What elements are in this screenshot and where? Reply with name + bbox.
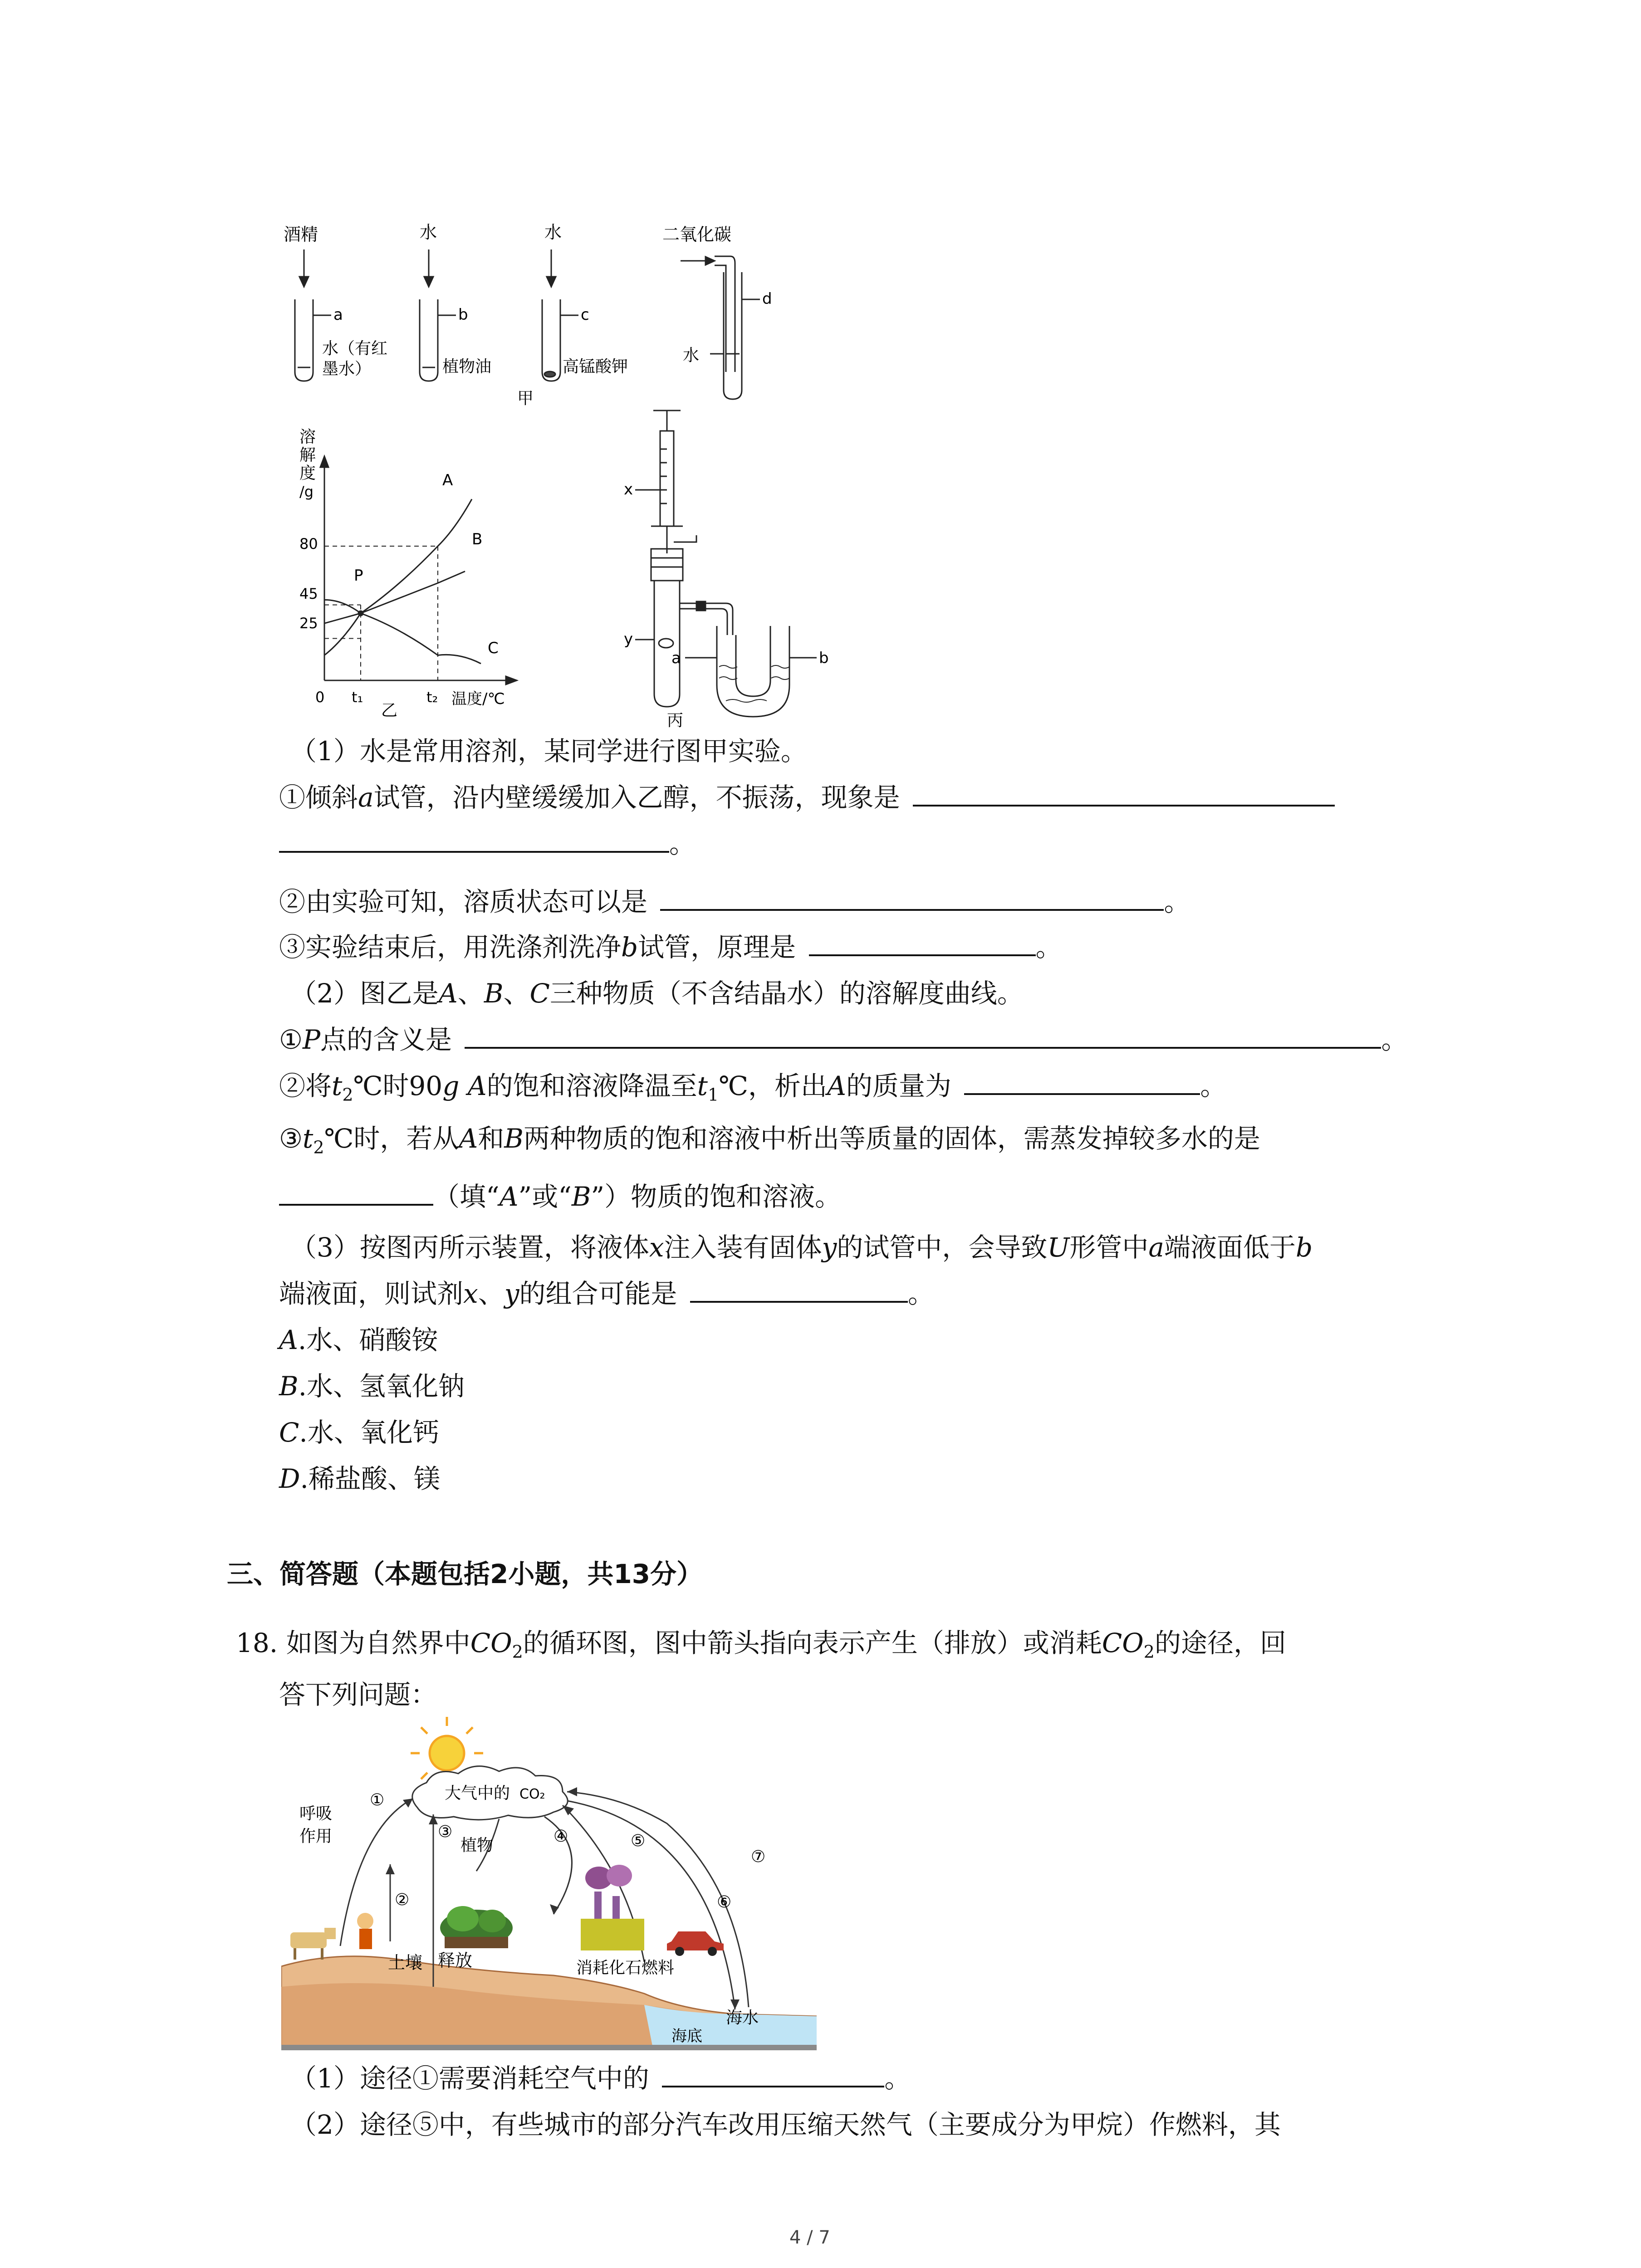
breath-label: 呼吸 [299, 1804, 333, 1823]
breath-label: 作用 [299, 1827, 333, 1846]
option-a[interactable]: A.水、硝酸铵 [279, 1325, 438, 1355]
xtick-label: 0 [315, 689, 325, 706]
answer-blank[interactable] [913, 779, 1335, 807]
ytick-label: 45 [299, 585, 318, 602]
option-b[interactable]: B.水、氢氧化钠 [279, 1371, 465, 1402]
tube-bottom-label: 墨水） [322, 360, 372, 378]
answer-blank[interactable] [690, 1276, 908, 1303]
q17-part1-3: ③实验结束后，用洗涤剂洗净b试管，原理是 。 [279, 929, 1062, 965]
fossil-label: 消耗化石燃料 [576, 1959, 675, 1977]
q17-part2-2: ②将$t_2℃$时90g A的饱和溶液降温至$t_1℃$，析出A的质量为 。 [279, 1068, 1226, 1113]
q17-part1-1: ①倾斜a试管，沿内壁缓缓加入乙醇，不振荡，现象是 [279, 779, 1335, 816]
tube-top-label: 水 [544, 222, 562, 242]
path-num: ⑥ [717, 1893, 732, 1911]
page-number: 4 / 7 [789, 2227, 830, 2248]
option-d[interactable]: D.稀盐酸、镁 [279, 1463, 440, 1494]
tube-letter: b [458, 306, 468, 324]
q17-part2-3: $③t_2℃$时，若从A和B两种物质的饱和溶液中析出等质量的固体，需蒸发掉较多水的是 [279, 1123, 1260, 1158]
q17-part1-1-cont: 。 [279, 826, 696, 862]
ylabel-char: 度 [299, 464, 316, 483]
answer-blank[interactable] [809, 929, 1036, 956]
curve-label-c: C [488, 639, 499, 657]
q17-part2: （2）图乙是A、B、C三种物质（不含结晶水）的溶解度曲线。 [290, 978, 1024, 1009]
q18-part2: （2）途径⑤中，有些城市的部分汽车改用压缩天然气（主要成分为甲烷）作燃料，其 [290, 2109, 1281, 2140]
section-heading: 三、简答题（本题包括2小题，共13分） [227, 1559, 703, 1589]
option-c[interactable]: C.水、氧化钙 [279, 1417, 439, 1448]
path-num: ③ [438, 1823, 453, 1841]
curve-label-a: A [442, 471, 453, 489]
seabed-label: 海底 [671, 2027, 702, 2045]
figure-bing [617, 404, 898, 730]
figure-jia [272, 218, 817, 417]
path-num: ④ [554, 1827, 568, 1846]
curve-label-b: B [472, 530, 483, 548]
person-icon [357, 1913, 373, 1949]
path-num: ⑦ [751, 1848, 766, 1866]
xaxis-label: 温度/℃ [451, 690, 505, 708]
solubility-chart [281, 426, 535, 717]
q17-part1: （1）水是常用溶剂，某同学进行图甲实验。 [290, 736, 807, 767]
co2-cycle-figure [281, 1715, 817, 2050]
sea-label: 海水 [726, 2009, 759, 2027]
q17-part3-cont: 端液面，则试剂x、y的组合可能是 。 [279, 1276, 934, 1312]
answer-blank[interactable] [660, 884, 1164, 911]
intersection-point-p [358, 611, 363, 616]
figure-caption: 乙 [381, 701, 398, 717]
ylabel-char: /g [299, 483, 314, 500]
answer-blank[interactable] [964, 1068, 1200, 1095]
release-label: 释放 [438, 1950, 473, 1970]
tube-bottom-label: 高锰酸钾 [563, 357, 628, 376]
path-num: ② [395, 1891, 410, 1909]
tube-top-label: 水 [420, 222, 437, 242]
answer-blank[interactable] [279, 1178, 433, 1206]
solubility-curve-b [324, 572, 465, 624]
q18-part1: （1）途径①需要消耗空气中的 。 [290, 2060, 911, 2097]
xtick-label: t₁ [352, 689, 363, 706]
tube-top-label: 二氧化碳 [662, 225, 732, 244]
plant-icon [440, 1906, 513, 1948]
answer-blank[interactable] [279, 826, 669, 853]
tube-letter: d [762, 290, 772, 308]
ytick-label: 80 [299, 535, 318, 552]
q17-part2-1: ①P点的含义是 。 [279, 1022, 1408, 1058]
factory-icon [581, 1865, 644, 1950]
ylabel-char: 溶 [299, 428, 316, 446]
q17-part2-3-cont: （填“A”或“B”）物质的饱和溶液。 [279, 1178, 841, 1215]
car-icon [667, 1931, 724, 1956]
label-y: y [624, 630, 633, 648]
answer-blank[interactable] [662, 2060, 884, 2087]
label-b: b [819, 649, 829, 667]
atm-label: 大气中的 [445, 1784, 510, 1803]
tube-bottom-label: 植物油 [442, 357, 492, 376]
q17-part1-2: ②由实验可知，溶质状态可以是 。 [279, 884, 1190, 920]
q18-stem-cont: 答下列问题： [279, 1679, 437, 1710]
ylabel-char: 解 [299, 446, 316, 464]
tube-top-label: 酒精 [284, 225, 318, 244]
figure-caption: 甲 [517, 389, 534, 408]
plant-label: 植物 [460, 1836, 494, 1855]
figure-caption: 丙 [667, 711, 684, 730]
label-a: a [671, 649, 681, 667]
ytick-label: 25 [299, 615, 318, 632]
tube-letter: c [581, 306, 589, 324]
tube-bottom-label: 水 [683, 346, 700, 365]
point-p-label: P [354, 567, 363, 585]
path-num: ① [370, 1791, 385, 1809]
label-x: x [624, 480, 633, 499]
answer-blank[interactable] [465, 1022, 1381, 1049]
soil-label: 土壤 [388, 1953, 423, 1973]
xtick-label: t₂ [426, 689, 438, 706]
q18-stem: 18. 如图为自然界中$CO_2$的循环图，图中箭头指向表示产生（排放）或消耗$CO_2$的途径，回 [236, 1628, 1286, 1662]
tube-letter: a [333, 306, 343, 324]
tube-bottom-label: 水（有红 [322, 339, 388, 358]
path-num: ⑤ [631, 1832, 646, 1850]
q17-part3: （3）按图丙所示装置，将液体x注入装有固体y的试管中，会导致U形管中a端液面低于b [290, 1232, 1313, 1263]
atm-co2-label: CO₂ [519, 1786, 545, 1802]
cow-icon [290, 1928, 336, 1960]
